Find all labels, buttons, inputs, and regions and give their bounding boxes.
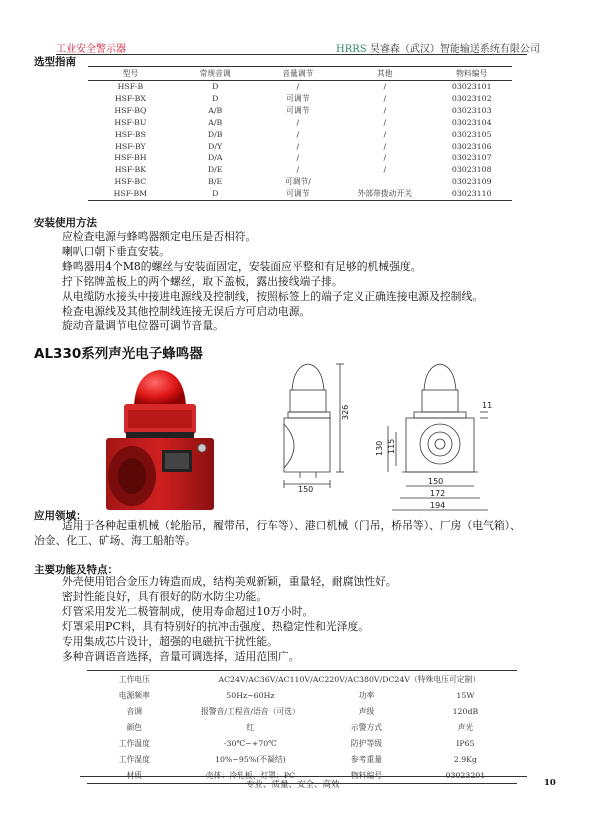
selection-cell: 03023104	[451, 117, 492, 127]
selection-cell: D	[212, 82, 219, 91]
selection-row	[88, 81, 512, 93]
spec-label: 材质	[126, 770, 143, 780]
selection-row	[88, 141, 512, 153]
selection-cell: 03023102	[451, 93, 492, 103]
selection-cell	[338, 176, 431, 188]
selection-row	[88, 117, 512, 129]
feature-line: 外壳使用铝合金压力铸造而成，结构美观新颖，重量轻，耐腐蚀性好。	[62, 575, 397, 588]
selection-cell: 03023106	[451, 141, 492, 151]
spec-label: 工作湿度	[118, 754, 150, 764]
selection-cell: /	[296, 165, 300, 175]
header-divider	[56, 54, 527, 55]
header-category: 工业安全警示器	[56, 44, 126, 55]
spec-label: 工作电压	[118, 674, 150, 684]
install-line: 从电缆防水接头中接进电源线及控制线，按照标签上的端子定义正确连接电源及控制线。	[62, 289, 484, 303]
selection-cell: D/A	[207, 153, 223, 163]
selection-row	[88, 93, 512, 105]
selection-cell: 03023110	[451, 189, 492, 199]
selection-cell: D/E	[207, 165, 223, 175]
selection-cell: HSF-BM	[113, 189, 148, 199]
spec-value: -30℃~+70℃	[223, 738, 277, 748]
selection-cell: /	[383, 93, 387, 103]
spec-value: AC24V/AC36V/AC110V/AC220V/AC380V/DC24V（特殊电压可定制）	[218, 674, 481, 684]
spec-label: 功率	[358, 690, 375, 700]
dim-label: 115	[387, 438, 396, 454]
spec-label: 物料编号	[350, 770, 383, 780]
selection-cell: HSF-BC	[114, 177, 147, 187]
selection-cell: HSF-B	[117, 82, 144, 91]
selection-cell: A/B	[208, 117, 223, 127]
spec-row	[87, 703, 517, 719]
side-view-drawing	[276, 360, 362, 494]
page-number: 10	[544, 778, 556, 788]
application-line: 适用于各种起重机械（轮胎吊，履带吊，行车等）、港口机械（门吊，桥吊等）、厂房（电气箱）、	[62, 519, 521, 532]
spec-row	[87, 751, 517, 767]
selection-cell: /	[383, 82, 387, 91]
selection-cell: 03023103	[451, 105, 492, 115]
selection-cell: HSF-BU	[114, 117, 147, 127]
spec-row	[87, 687, 517, 703]
selection-cell: /	[383, 105, 387, 115]
selection-cell: /	[383, 165, 387, 175]
feature-line: 灯罩采用PC料，具有特别好的抗冲击强度、热稳定性和光泽度。	[62, 619, 370, 633]
spec-label: 颜色	[126, 722, 143, 732]
install-line: 拧下铭牌盖板上的两个螺丝，取下盖板，露出接线端子排。	[62, 274, 343, 288]
spec-label: 音调	[126, 706, 143, 716]
selection-table	[88, 66, 512, 201]
selection-row	[88, 105, 512, 117]
footer-divider	[80, 776, 527, 777]
dim-label: 11	[482, 401, 493, 410]
selection-cell: 可调节	[286, 105, 310, 115]
selection-header-row	[88, 67, 512, 81]
selection-cell: 03023108	[451, 165, 492, 175]
spec-body	[87, 687, 517, 784]
selection-row	[88, 176, 512, 188]
selection-cell: HSF-BS	[114, 129, 146, 139]
selection-cell: /	[296, 82, 300, 91]
product-photo	[96, 366, 226, 512]
spec-label: 电源频率	[118, 690, 150, 700]
selection-cell: HSF-BK	[114, 165, 147, 175]
spec-value: 50Hz~60Hz	[226, 690, 275, 700]
spec-row	[87, 671, 517, 688]
feature-line: 专用集成芯片设计，超强的电磁抗干扰性能。	[62, 634, 278, 648]
application-title: 应用领域：	[34, 510, 87, 522]
feature-line: 多种音调语音选择，音量可调选择，适用范围广。	[62, 649, 300, 663]
dim-label: 194	[430, 501, 446, 510]
selection-cell: /	[383, 141, 387, 151]
selection-cell: 外部带拨动开关	[357, 189, 413, 199]
spec-value: 声光	[457, 722, 474, 732]
col-header: 音量调节	[258, 67, 339, 81]
selection-title: 选型指南	[34, 56, 76, 68]
selection-cell: HSF-BQ	[114, 105, 147, 115]
col-header: 其他	[338, 67, 431, 81]
header-company	[336, 40, 540, 55]
spec-value: 2.9Kg	[453, 754, 477, 764]
col-header: 常规音调	[173, 67, 258, 81]
selection-row	[88, 188, 512, 200]
selection-cell: D/B	[207, 129, 223, 139]
selection-row	[88, 152, 512, 164]
brand-logo-text: HRRS	[336, 44, 367, 55]
selection-cell: D	[212, 189, 219, 199]
spec-value: 壳体：冷轧板、灯罩：PC	[205, 770, 295, 780]
application-list	[34, 519, 521, 549]
selection-cell: /	[383, 129, 387, 139]
spec-label: 示警方式	[350, 722, 383, 732]
spec-value: 红	[246, 722, 255, 732]
spec-label: 声级	[358, 706, 375, 716]
selection-cell: /	[383, 117, 387, 127]
selection-cell: B/E	[208, 177, 223, 187]
selection-cell: 03023107	[451, 153, 492, 163]
selection-cell: HSF-BY	[115, 141, 146, 151]
spec-value: 15W	[456, 690, 475, 700]
footer-slogan: 专业、质量、安全、高效	[246, 780, 340, 790]
features-title: 主要功能及特点：	[34, 564, 118, 576]
selection-cell: /	[383, 153, 387, 163]
feature-line: 密封性能良好，具有很好的防水防尘功能。	[62, 589, 268, 603]
selection-cell: 03023101	[451, 82, 492, 91]
spec-value: 120dB	[452, 706, 479, 716]
selection-cell: /	[296, 141, 300, 151]
spec-table	[87, 670, 517, 784]
front-view-drawing	[375, 360, 508, 520]
dim-label: 326	[341, 404, 350, 420]
selection-cell: HSF-BH	[114, 153, 147, 163]
selection-cell: 03023109	[451, 177, 492, 187]
selection-cell: 可调节	[286, 93, 310, 103]
selection-cell: HSF-BX	[114, 93, 146, 103]
selection-cell: 03023105	[451, 129, 492, 139]
col-header: 物料编号	[431, 67, 512, 81]
spec-label: 工作温度	[118, 738, 150, 748]
selection-cell: /	[296, 153, 300, 163]
selection-cell: 可调节/	[284, 177, 311, 187]
selection-body	[88, 81, 512, 201]
dim-label: 150	[428, 477, 444, 486]
dim-label: 172	[430, 489, 446, 498]
features-list	[62, 575, 397, 664]
dim-label: 150	[298, 485, 314, 494]
product-title: AL330系列声光电子蜂鸣器	[34, 346, 203, 362]
install-title: 安装使用方法	[34, 217, 97, 229]
dim-label: 130	[375, 440, 384, 456]
selection-row	[88, 129, 512, 141]
selection-cell: 可调节	[286, 189, 310, 199]
install-line: 蜂鸣器用4个M8的螺丝与安装面固定，安装面应平整和有足够的机械强度。	[62, 259, 422, 273]
selection-cell: /	[296, 129, 300, 139]
install-line: 应检查电源与蜂鸣器额定电压是否相符。	[62, 230, 257, 243]
spec-label: 防护等级	[350, 738, 383, 748]
feature-line: 灯管采用发光二极管制成，使用寿命超过10万小时。	[62, 604, 314, 618]
install-list	[62, 230, 483, 334]
spec-value: IP65	[456, 738, 475, 748]
company-name: 昊睿森（武汉）智能输送系统有限公司	[369, 44, 540, 55]
selection-cell: D/Y	[208, 141, 223, 151]
spec-label: 参考重量	[350, 754, 383, 764]
selection-cell: D	[212, 93, 219, 103]
spec-value: 10%~95%(不凝结)	[215, 754, 286, 764]
spec-value: 报警音/工程音/语音（可选）	[200, 706, 300, 716]
selection-cell: A/B	[208, 105, 223, 115]
selection-cell: /	[296, 117, 300, 127]
install-line: 喇叭口朝下垂直安装。	[62, 244, 170, 258]
application-line: 冶金、化工、矿场、海工船舶等。	[34, 533, 196, 547]
install-line: 检查电源线及其他控制线连接无误后方可启动电源。	[62, 304, 311, 318]
spec-row	[87, 719, 517, 735]
install-line: 旋动音量调节电位器可调节音量。	[62, 319, 224, 333]
selection-row	[88, 164, 512, 176]
spec-row	[87, 735, 517, 751]
spec-value: 03023201	[445, 770, 486, 780]
col-header: 型号	[88, 67, 173, 81]
